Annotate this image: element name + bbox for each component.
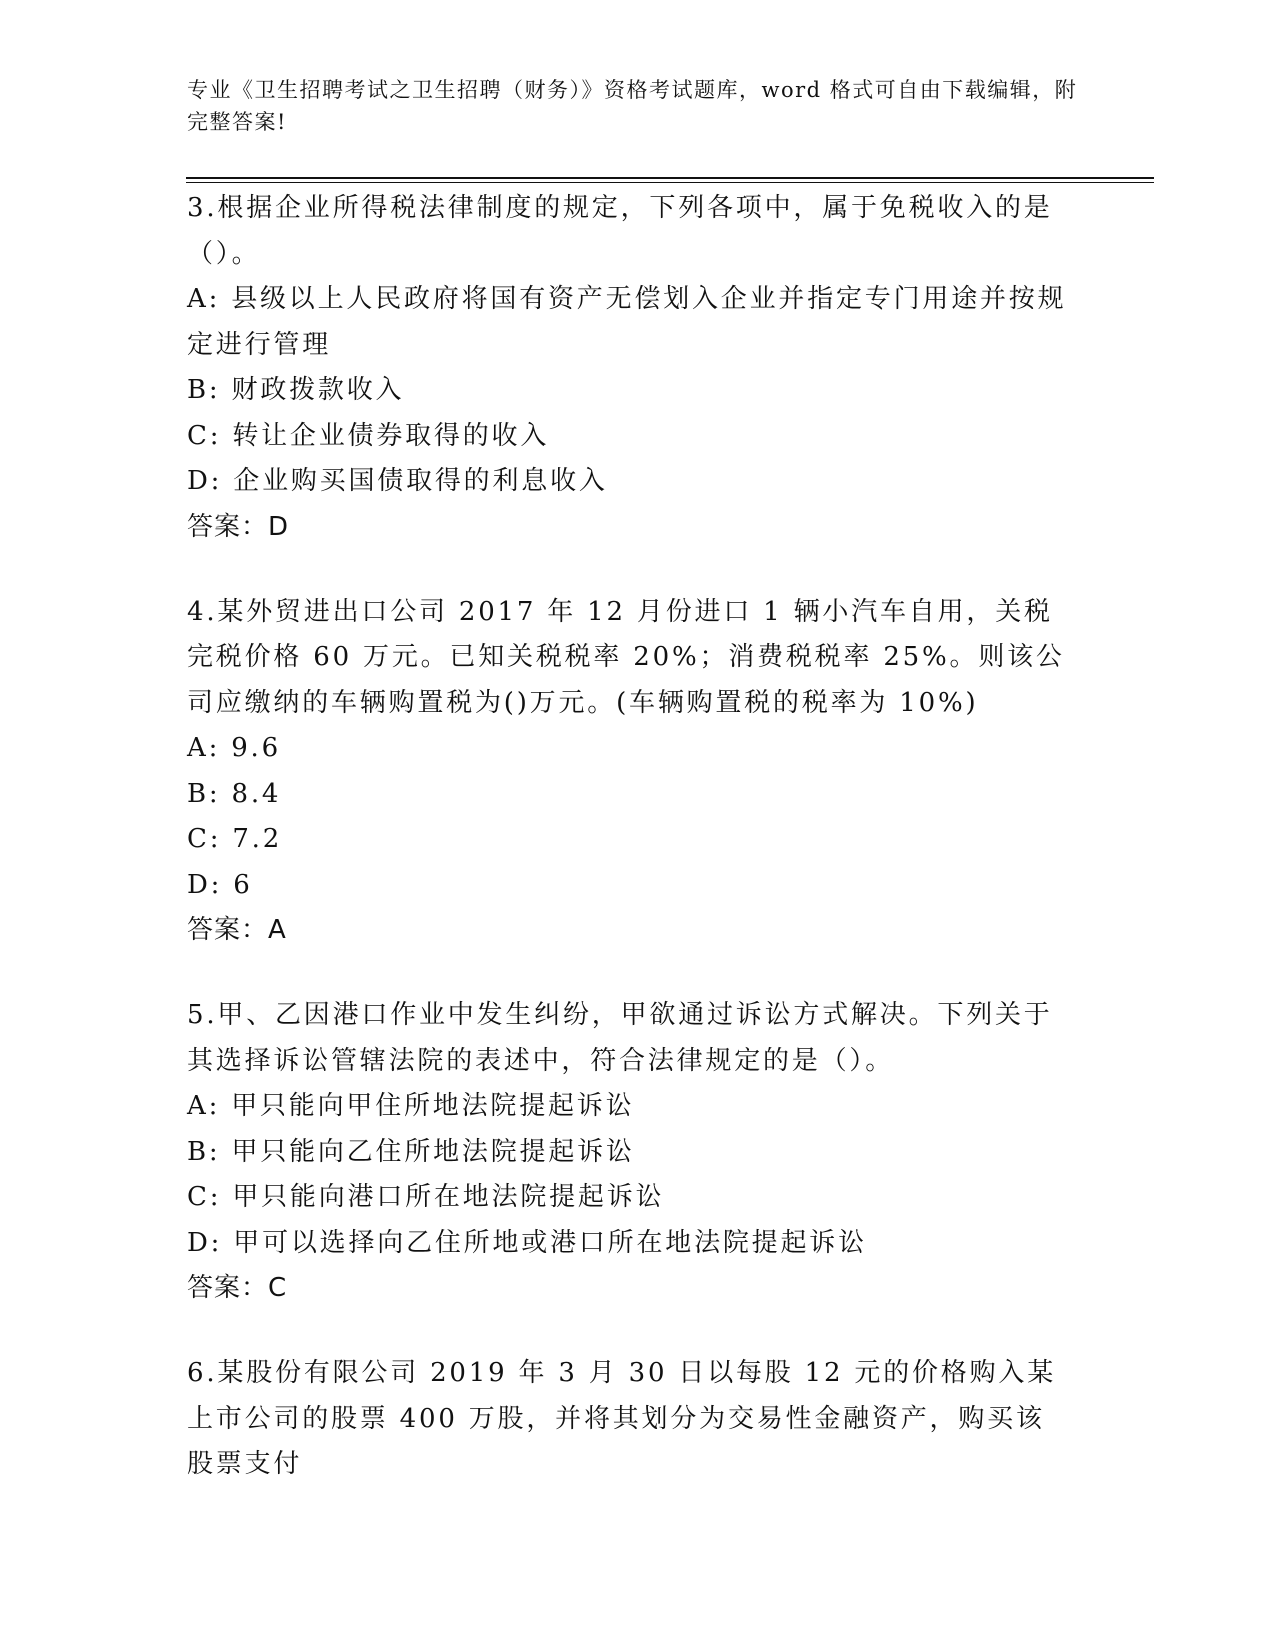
question-3: [187, 186, 1067, 550]
option-d: D: 6: [187, 869, 253, 900]
option-c: C: 甲只能向港口所在地法院提起诉讼: [187, 1182, 665, 1212]
answer-label: 答案：C: [187, 1273, 288, 1303]
header-divider-thin: [186, 182, 1154, 183]
option-a: A: 县级以上人民政府将国有资产无偿划入企业并指定专门用途并按规定进行管理: [187, 284, 1067, 360]
question-list: [187, 186, 1067, 1528]
option-a: A: 9.6: [187, 733, 281, 763]
option-b: B: 8.4: [187, 778, 282, 809]
answer-label: 答案：A: [187, 915, 287, 945]
option-d: D: 企业购买国债取得的利息收入: [187, 466, 608, 496]
option-b: B: 甲只能向乙住所地法院提起诉讼: [187, 1136, 635, 1167]
option-c: C: 7.2: [187, 824, 283, 854]
document-header: 专业《卫生招聘考试之卫生招聘（财务）》资格考试题库，word 格式可自由下载编辑，附完整答案!: [187, 78, 1078, 134]
question-5: [187, 993, 1067, 1311]
option-d: D: 甲可以选择向乙住所地或港口所在地法院提起诉讼: [187, 1227, 867, 1258]
option-b: B: 财政拨款收入: [187, 375, 405, 405]
question-stem: 5.甲、乙因港口作业中发生纠纷，甲欲通过诉讼方式解决。下列关于其选择诉讼管辖法院的表述中，符合法律规定的是（）。: [187, 1000, 1053, 1076]
question-4: [187, 590, 1067, 954]
option-a: A: 甲只能向甲住所地法院提起诉讼: [187, 1091, 635, 1121]
header-divider-thick: [186, 177, 1154, 179]
question-stem: 4.某外贸进出口公司 2017 年 12 月份进口 1 辆小汽车自用，关税完税价格 60 万元。已知关税税率 20%；消费税税率 25%。则该公司应缴纳的车辆购置税为()万元。(车辆购置税的税率为 10%): [187, 596, 1065, 718]
question-stem: 6.某股份有限公司 2019 年 3 月 30 日以每股 12 元的价格购入某上市公司的股票 400 万股，并将其划分为交易性金融资产，购买该股票支付: [187, 1358, 1057, 1479]
question-stem: 3.根据企业所得税法律制度的规定，下列各项中，属于免税收入的是（）。: [187, 193, 1053, 269]
answer-label: 答案：D: [187, 511, 290, 542]
option-c: C: 转让企业债券取得的收入: [187, 420, 550, 451]
question-6: [187, 1351, 1067, 1488]
